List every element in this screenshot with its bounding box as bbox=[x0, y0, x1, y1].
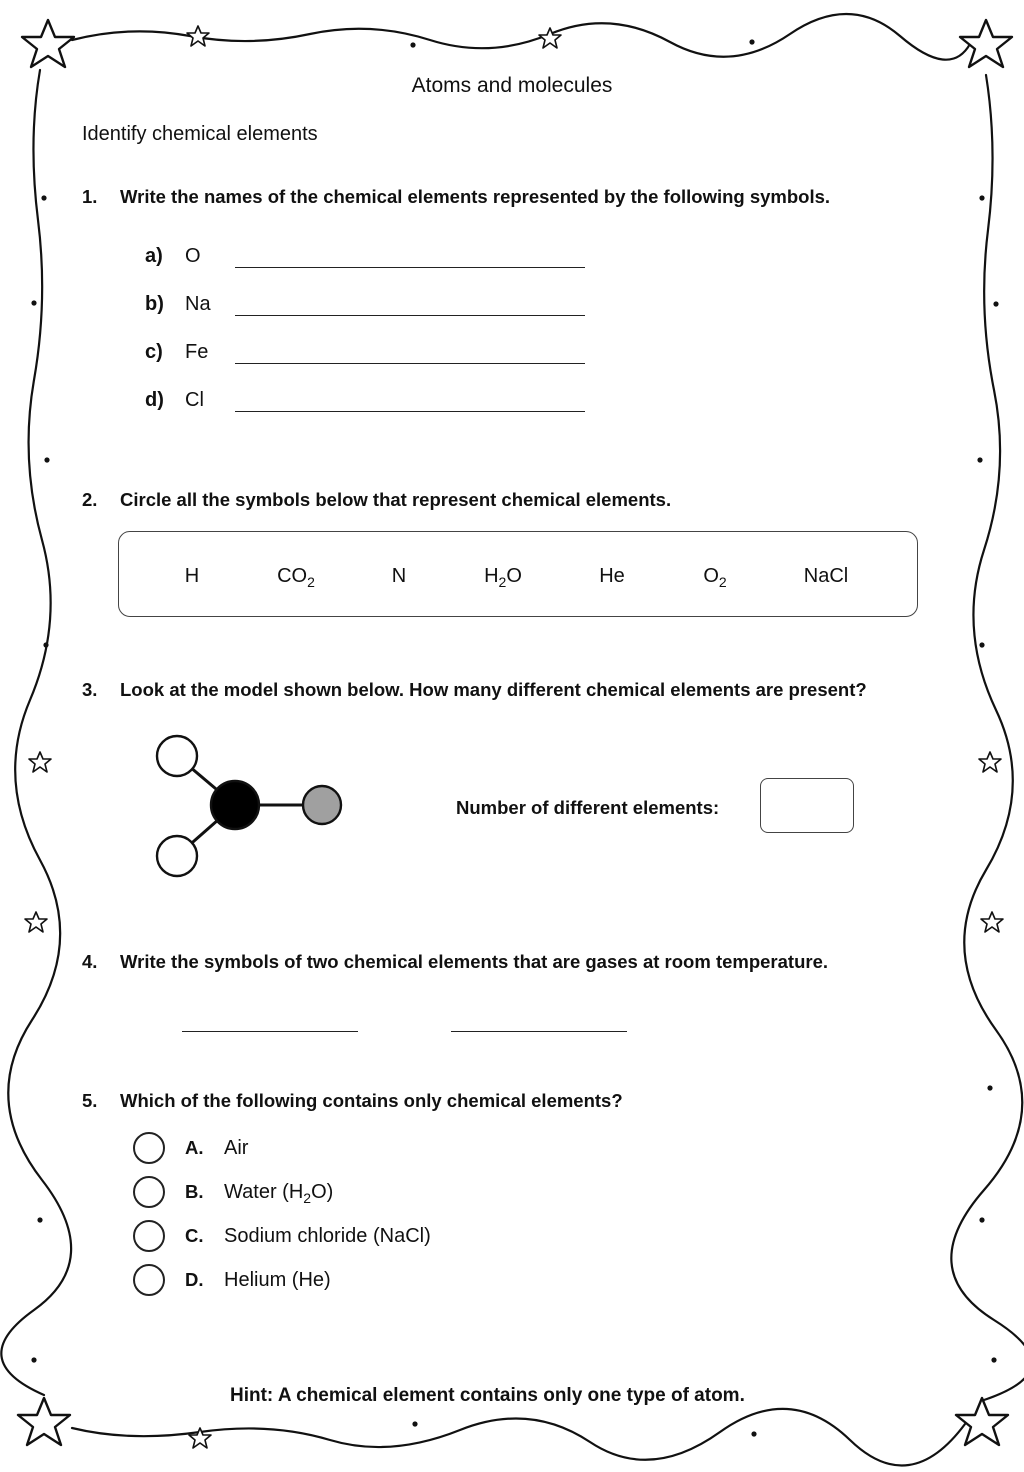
option-b bbox=[133, 1176, 333, 1208]
question-1 bbox=[82, 186, 830, 208]
radio-button[interactable] bbox=[133, 1132, 165, 1164]
star-icon bbox=[187, 26, 209, 46]
atom-black bbox=[211, 781, 259, 829]
option-letter: C. bbox=[185, 1225, 204, 1246]
question-4 bbox=[82, 951, 828, 973]
symbol-tail: O bbox=[506, 565, 522, 587]
answer-line[interactable] bbox=[235, 267, 585, 268]
element-symbol: Fe bbox=[185, 341, 209, 363]
worksheet-title: Atoms and molecules bbox=[411, 74, 613, 97]
answer-line[interactable] bbox=[235, 363, 585, 364]
item-letter: c) bbox=[145, 341, 163, 363]
atom-grey bbox=[303, 786, 341, 824]
star-icon bbox=[29, 752, 51, 772]
question-number: 4. bbox=[82, 951, 98, 972]
symbol-choice-h2o[interactable] bbox=[484, 565, 522, 588]
question-text: Which of the following contains only chemical elements? bbox=[120, 1090, 623, 1111]
option-text bbox=[224, 1137, 248, 1160]
q1-item-a bbox=[145, 240, 585, 268]
question-5 bbox=[82, 1090, 623, 1112]
option-a bbox=[133, 1132, 248, 1164]
border-right-wave bbox=[951, 75, 1024, 1400]
question-text: Write the symbols of two chemical elements that are gases at room temperature. bbox=[120, 951, 829, 972]
question-text: Look at the model shown below. How many different chemical elements are present? bbox=[120, 679, 867, 700]
section-heading: Identify chemical elements bbox=[82, 123, 318, 145]
option-text-main: Air bbox=[224, 1136, 249, 1159]
molecule-model bbox=[140, 725, 360, 885]
answer-label: Number of different elements: bbox=[456, 797, 720, 818]
option-letter: B. bbox=[185, 1181, 204, 1202]
option-letter: D. bbox=[185, 1269, 204, 1290]
element-symbol: Cl bbox=[185, 389, 204, 411]
symbol-choice-co2[interactable] bbox=[277, 565, 315, 588]
symbol-base: H bbox=[484, 565, 499, 587]
item-letter: b) bbox=[145, 293, 164, 315]
q1-item-c bbox=[145, 336, 585, 364]
radio-button[interactable] bbox=[133, 1176, 165, 1208]
radio-button[interactable] bbox=[133, 1220, 165, 1252]
symbol-choice-h[interactable] bbox=[185, 565, 199, 588]
symbol-choice-he[interactable] bbox=[599, 565, 625, 588]
symbol-base: NaCl bbox=[803, 565, 849, 587]
element-symbol: O bbox=[185, 245, 201, 267]
option-text bbox=[224, 1269, 331, 1292]
answer-line[interactable] bbox=[235, 411, 585, 412]
symbol-subscript: 2 bbox=[307, 573, 315, 590]
item-letter: a) bbox=[145, 245, 163, 267]
question-number: 2. bbox=[82, 489, 98, 510]
star-icon bbox=[956, 1398, 1008, 1445]
question-number: 1. bbox=[82, 186, 98, 207]
symbol-subscript: 2 bbox=[718, 573, 727, 590]
item-letter: d) bbox=[145, 389, 164, 411]
option-c bbox=[133, 1220, 431, 1252]
atom-white bbox=[157, 836, 197, 876]
option-text-main: Helium (He) bbox=[224, 1268, 331, 1291]
answer-line[interactable] bbox=[451, 1031, 627, 1032]
option-text bbox=[224, 1225, 431, 1248]
symbol-choice-n[interactable] bbox=[392, 565, 406, 588]
option-text-main: Water (H bbox=[224, 1180, 304, 1203]
q1-item-d bbox=[145, 384, 585, 412]
border-top-wave bbox=[72, 14, 970, 60]
answer-box[interactable] bbox=[760, 778, 854, 833]
symbol-subscript: 2 bbox=[498, 573, 507, 590]
question-3 bbox=[82, 679, 867, 701]
q1-item-b bbox=[145, 288, 585, 316]
answer-line[interactable] bbox=[235, 315, 585, 316]
option-text bbox=[224, 1181, 333, 1204]
star-icon bbox=[25, 912, 47, 932]
symbol-base: H bbox=[184, 565, 200, 587]
element-symbol: Na bbox=[185, 293, 211, 315]
option-d bbox=[133, 1264, 331, 1296]
star-icon bbox=[18, 1398, 70, 1445]
star-icon bbox=[979, 752, 1001, 772]
option-subscript: 2 bbox=[303, 1189, 312, 1206]
answer-line[interactable] bbox=[182, 1031, 358, 1032]
question-text: Circle all the symbols below that represent chemical elements. bbox=[120, 489, 672, 510]
border-left-wave bbox=[1, 70, 71, 1395]
symbol-base: He bbox=[599, 565, 625, 587]
option-letter: A. bbox=[185, 1137, 204, 1158]
symbol-base: N bbox=[391, 565, 407, 587]
question-number: 3. bbox=[82, 679, 98, 700]
option-text-main: Sodium chloride (NaCl) bbox=[224, 1224, 431, 1247]
symbol-choice-o2[interactable] bbox=[703, 565, 726, 588]
symbol-choice-nacl[interactable] bbox=[804, 565, 848, 588]
question-text: Write the names of the chemical elements represented by the following symbols. bbox=[120, 186, 831, 207]
star-icon bbox=[981, 912, 1003, 932]
star-icon bbox=[960, 20, 1012, 67]
question-2 bbox=[82, 489, 671, 511]
atom-white bbox=[157, 736, 197, 776]
symbol-base: CO bbox=[277, 565, 308, 587]
star-icon bbox=[22, 20, 74, 67]
option-text-tail: O) bbox=[311, 1180, 334, 1203]
hint-text: Hint: A chemical element contains only one type of atom. bbox=[230, 1385, 745, 1406]
question-number: 5. bbox=[82, 1090, 98, 1111]
symbol-base: O bbox=[703, 565, 719, 587]
radio-button[interactable] bbox=[133, 1264, 165, 1296]
